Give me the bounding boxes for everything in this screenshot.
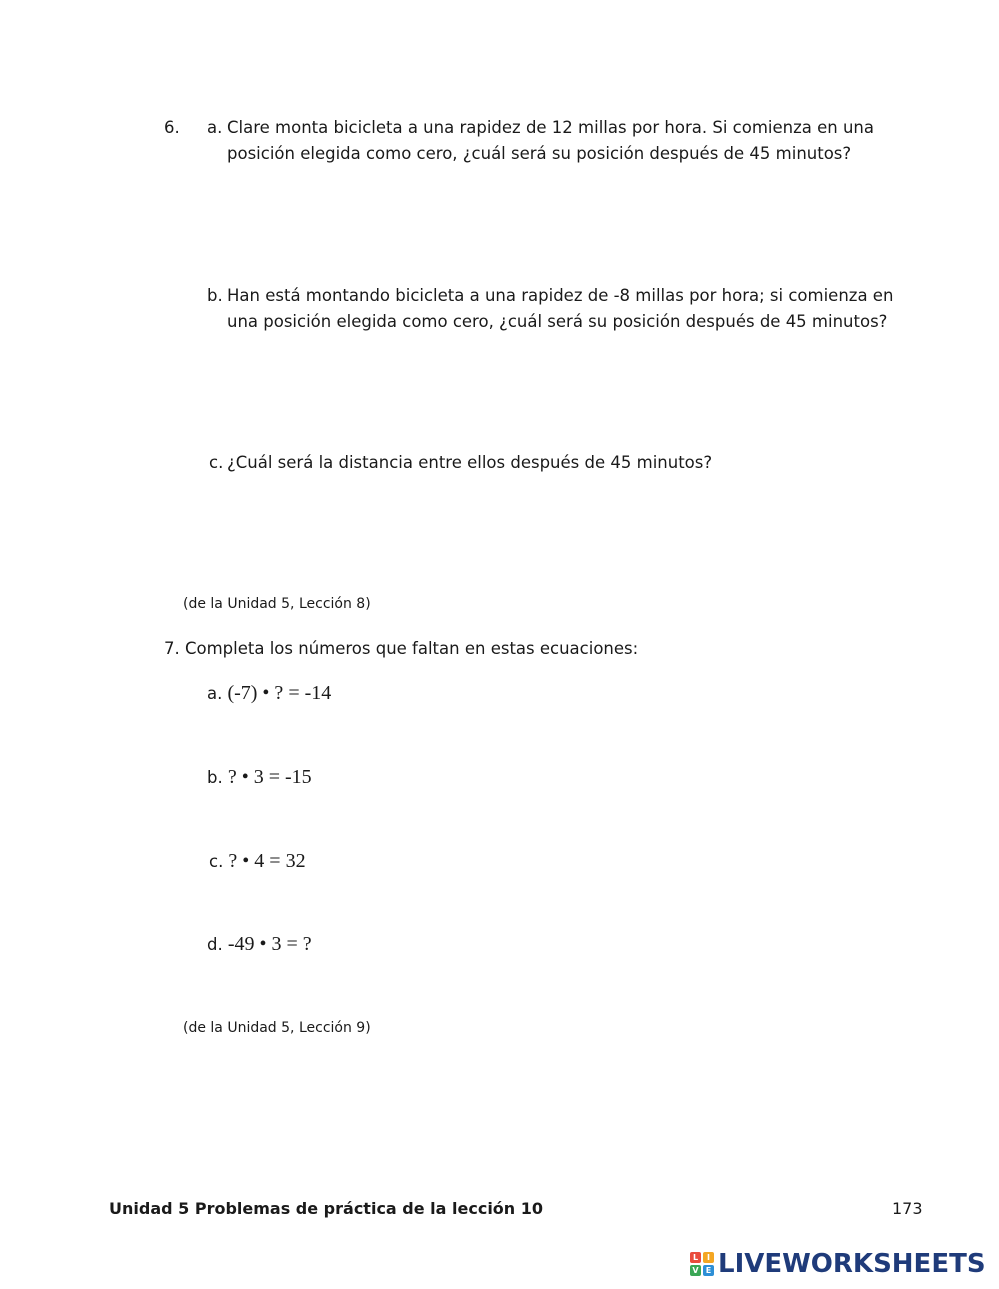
question-6a-label: a. <box>207 118 223 137</box>
question-7d-label: d. <box>207 935 223 954</box>
question-7c-label: c. <box>209 852 224 871</box>
logo-letter-l: L <box>690 1252 701 1263</box>
logo-letter-e: E <box>703 1265 714 1276</box>
logo-letter-i: I <box>703 1252 714 1263</box>
question-6b-line2: una posición elegida como cero, ¿cuál será su posición después de 45 minutos? <box>227 312 888 331</box>
question-7a-expression: (-7) • ? = -14 <box>227 682 332 704</box>
logo-text: LIVEWORKSHEETS <box>718 1249 986 1279</box>
question-6-number: 6. <box>164 118 180 137</box>
question-7b-expression: ? • 3 = -15 <box>227 766 312 788</box>
question-7d <box>207 932 312 958</box>
question-6c-label: c. <box>209 453 224 472</box>
question-6-source: (de la Unidad 5, Lección 8) <box>183 596 371 612</box>
question-7d-expression: -49 • 3 = ? <box>227 933 312 955</box>
footer-title: Unidad 5 Problemas de práctica de la lección 10 <box>109 1199 544 1218</box>
question-6b-label: b. <box>207 286 223 305</box>
question-6a-line2: posición elegida como cero, ¿cuál será su posición después de 45 minutos? <box>227 144 852 163</box>
question-7-source: (de la Unidad 5, Lección 9) <box>183 1020 371 1036</box>
question-6a-line1: Clare monta bicicleta a una rapidez de 12 millas por hora. Si comienza en una <box>227 118 874 137</box>
logo-mark-icon <box>690 1252 714 1276</box>
liveworksheets-logo[interactable] <box>690 1249 986 1279</box>
question-7a-label: a. <box>207 684 223 703</box>
question-6c-line1: ¿Cuál será la distancia entre ellos después de 45 minutos? <box>227 453 713 472</box>
page-number: 173 <box>892 1199 923 1218</box>
question-7c-expression: ? • 4 = 32 <box>228 850 306 872</box>
question-7b <box>207 765 312 791</box>
question-7c <box>209 849 306 875</box>
logo-letter-v: V <box>690 1265 701 1276</box>
question-7-prompt: 7. Completa los números que faltan en estas ecuaciones: <box>164 639 639 658</box>
question-7a <box>207 681 331 707</box>
question-7b-label: b. <box>207 768 223 787</box>
question-6b-line1: Han está montando bicicleta a una rapidez de -8 millas por hora; si comienza en <box>227 286 894 305</box>
